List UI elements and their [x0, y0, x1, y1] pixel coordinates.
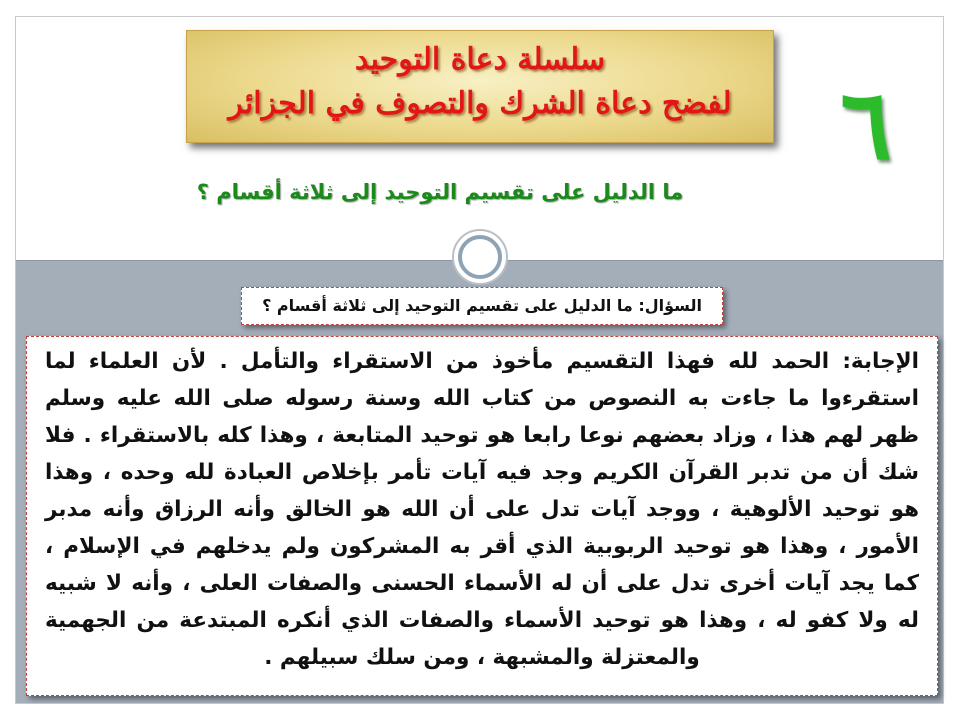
- episode-number: ٦: [840, 68, 892, 181]
- question-box: السؤال: ما الدليل على تقسيم التوحيد إلى ثلاثة أقسام ؟: [241, 287, 723, 325]
- title-banner: [186, 30, 774, 143]
- title-line-1: سلسلة دعاة التوحيد: [354, 42, 606, 77]
- question-heading: ما الدليل على تقسيم التوحيد إلى ثلاثة أقسام ؟: [196, 180, 684, 204]
- answer-text: الإجابة: الحمد لله فهذا التقسيم مأخوذ من الاستقراء والتأمل . لأن العلماء لما استقرءوا ما جاءت به النصوص من كتاب الله وسنة رسوله صلى الله عليه وسلم ظهر لهم هذا ، وزاد بعضهم نوعا رابعا هو توحيد المتابعة ، وهذا كله بالاستقراء . فلا شك أن من تدبر القرآن الكريم وجد فيه آيات تأمر بإخلاص العبادة لله وحده ، وهذا هو توحيد الألوهية ، ووجد آيات تدل على أن الله هو الخالق وأنه الرزاق وأنه مدبر الأمور ، وهذا هو توحيد الربوبية الذي أقر به المشركون ولم يدخلهم في الإسلام ، كما يجد آيات أخرى تدل على أن له الأسماء الحسنى والصفات العلى ، وأنه لا شبيه له ولا كفو له ، وهذا هو توحيد الأسماء والصفات الذي أنكره المبتدعة من الجهمية والمعتزلة والمشبهة ، ومن سلك سبيلهم .: [26, 336, 938, 696]
- title-line-2: لفضح دعاة الشرك والتصوف في الجزائر: [228, 86, 732, 121]
- ring-ornament-inner: [458, 235, 502, 279]
